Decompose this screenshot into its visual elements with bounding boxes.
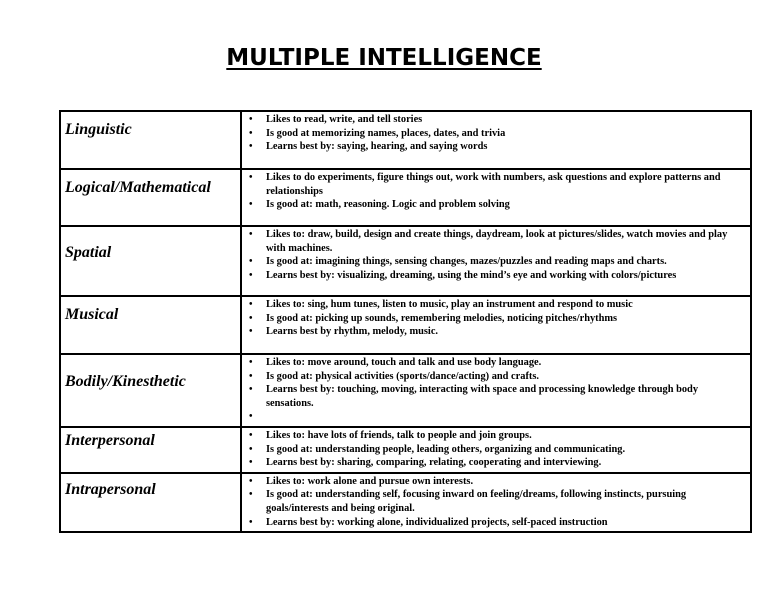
list-item: • Likes to: move around, touch and talk and use body language. xyxy=(266,356,744,370)
table-row xyxy=(60,169,751,226)
intelligence-description xyxy=(241,473,751,532)
intelligence-description xyxy=(241,169,751,226)
description-list xyxy=(246,429,744,470)
page-title-text: MULTIPLE INTELLIGENCE xyxy=(226,45,542,71)
list-item: • Is good at: picking up sounds, remembering melodies, noticing pitches/rhythms xyxy=(266,312,744,326)
table-row xyxy=(60,296,751,354)
intelligence-description xyxy=(241,226,751,296)
list-item: • Likes to: have lots of friends, talk to people and join groups. xyxy=(266,429,744,443)
list-item: • Is good at: understanding people, leading others, organizing and communicating. xyxy=(266,443,744,457)
intelligence-name: Bodily/Kinesthetic xyxy=(60,354,241,427)
list-item: • Likes to do experiments, figure things out, work with numbers, ask questions and explore patterns and relationships xyxy=(266,171,744,198)
intelligence-name: Interpersonal xyxy=(60,427,241,473)
description-list xyxy=(246,356,744,423)
list-item: • Likes to: draw, build, design and create things, daydream, look at pictures/slides, watch movies and play with machines. xyxy=(266,228,744,255)
list-item: • Learns best by: working alone, individualized projects, self-paced instruction xyxy=(266,516,744,530)
list-item: • Learns best by rhythm, melody, music. xyxy=(266,325,744,339)
intelligence-description xyxy=(241,427,751,473)
intelligence-description xyxy=(241,354,751,427)
description-list xyxy=(246,475,744,529)
list-item: • Is good at: imagining things, sensing changes, mazes/puzzles and reading maps and charts. xyxy=(266,255,744,269)
table-row xyxy=(60,226,751,296)
list-item: • Is good at: math, reasoning. Logic and problem solving xyxy=(266,198,744,212)
intelligence-name: Linguistic xyxy=(60,111,241,169)
intelligence-description xyxy=(241,296,751,354)
description-list xyxy=(246,228,744,282)
intelligence-name: Logical/Mathematical xyxy=(60,169,241,226)
list-item: • Learns best by: visualizing, dreaming, using the mind’s eye and working with colors/pictures xyxy=(266,269,744,283)
list-item: • Is good at: physical activities (sports/dance/acting) and crafts. xyxy=(266,370,744,384)
intelligence-name: Musical xyxy=(60,296,241,354)
list-item: • Likes to read, write, and tell stories xyxy=(266,113,744,127)
list-item: • Learns best by: touching, moving, interacting with space and processing knowledge through body sensations. xyxy=(266,383,744,410)
table-row xyxy=(60,111,751,169)
intelligence-name: Spatial xyxy=(60,226,241,296)
description-list xyxy=(246,171,744,212)
list-item: • Learns best by: sharing, comparing, relating, cooperating and interviewing. xyxy=(266,456,744,470)
list-item: • Learns best by: saying, hearing, and saying words xyxy=(266,140,744,154)
description-list xyxy=(246,113,744,154)
list-item: • Likes to: work alone and pursue own interests. xyxy=(266,475,744,489)
list-item: • Is good at: understanding self, focusing inward on feeling/dreams, following instincts, pursuing goals/interests and being original. xyxy=(266,488,744,515)
description-list xyxy=(246,298,744,339)
list-item xyxy=(266,410,744,423)
table-row xyxy=(60,473,751,532)
intelligence-table xyxy=(59,110,752,533)
page-title xyxy=(0,44,768,72)
list-item: • Likes to: sing, hum tunes, listen to music, play an instrument and respond to music xyxy=(266,298,744,312)
intelligence-name: Intrapersonal xyxy=(60,473,241,532)
list-item: • Is good at memorizing names, places, dates, and trivia xyxy=(266,127,744,141)
intelligence-description xyxy=(241,111,751,169)
table-row xyxy=(60,427,751,473)
table-row xyxy=(60,354,751,427)
